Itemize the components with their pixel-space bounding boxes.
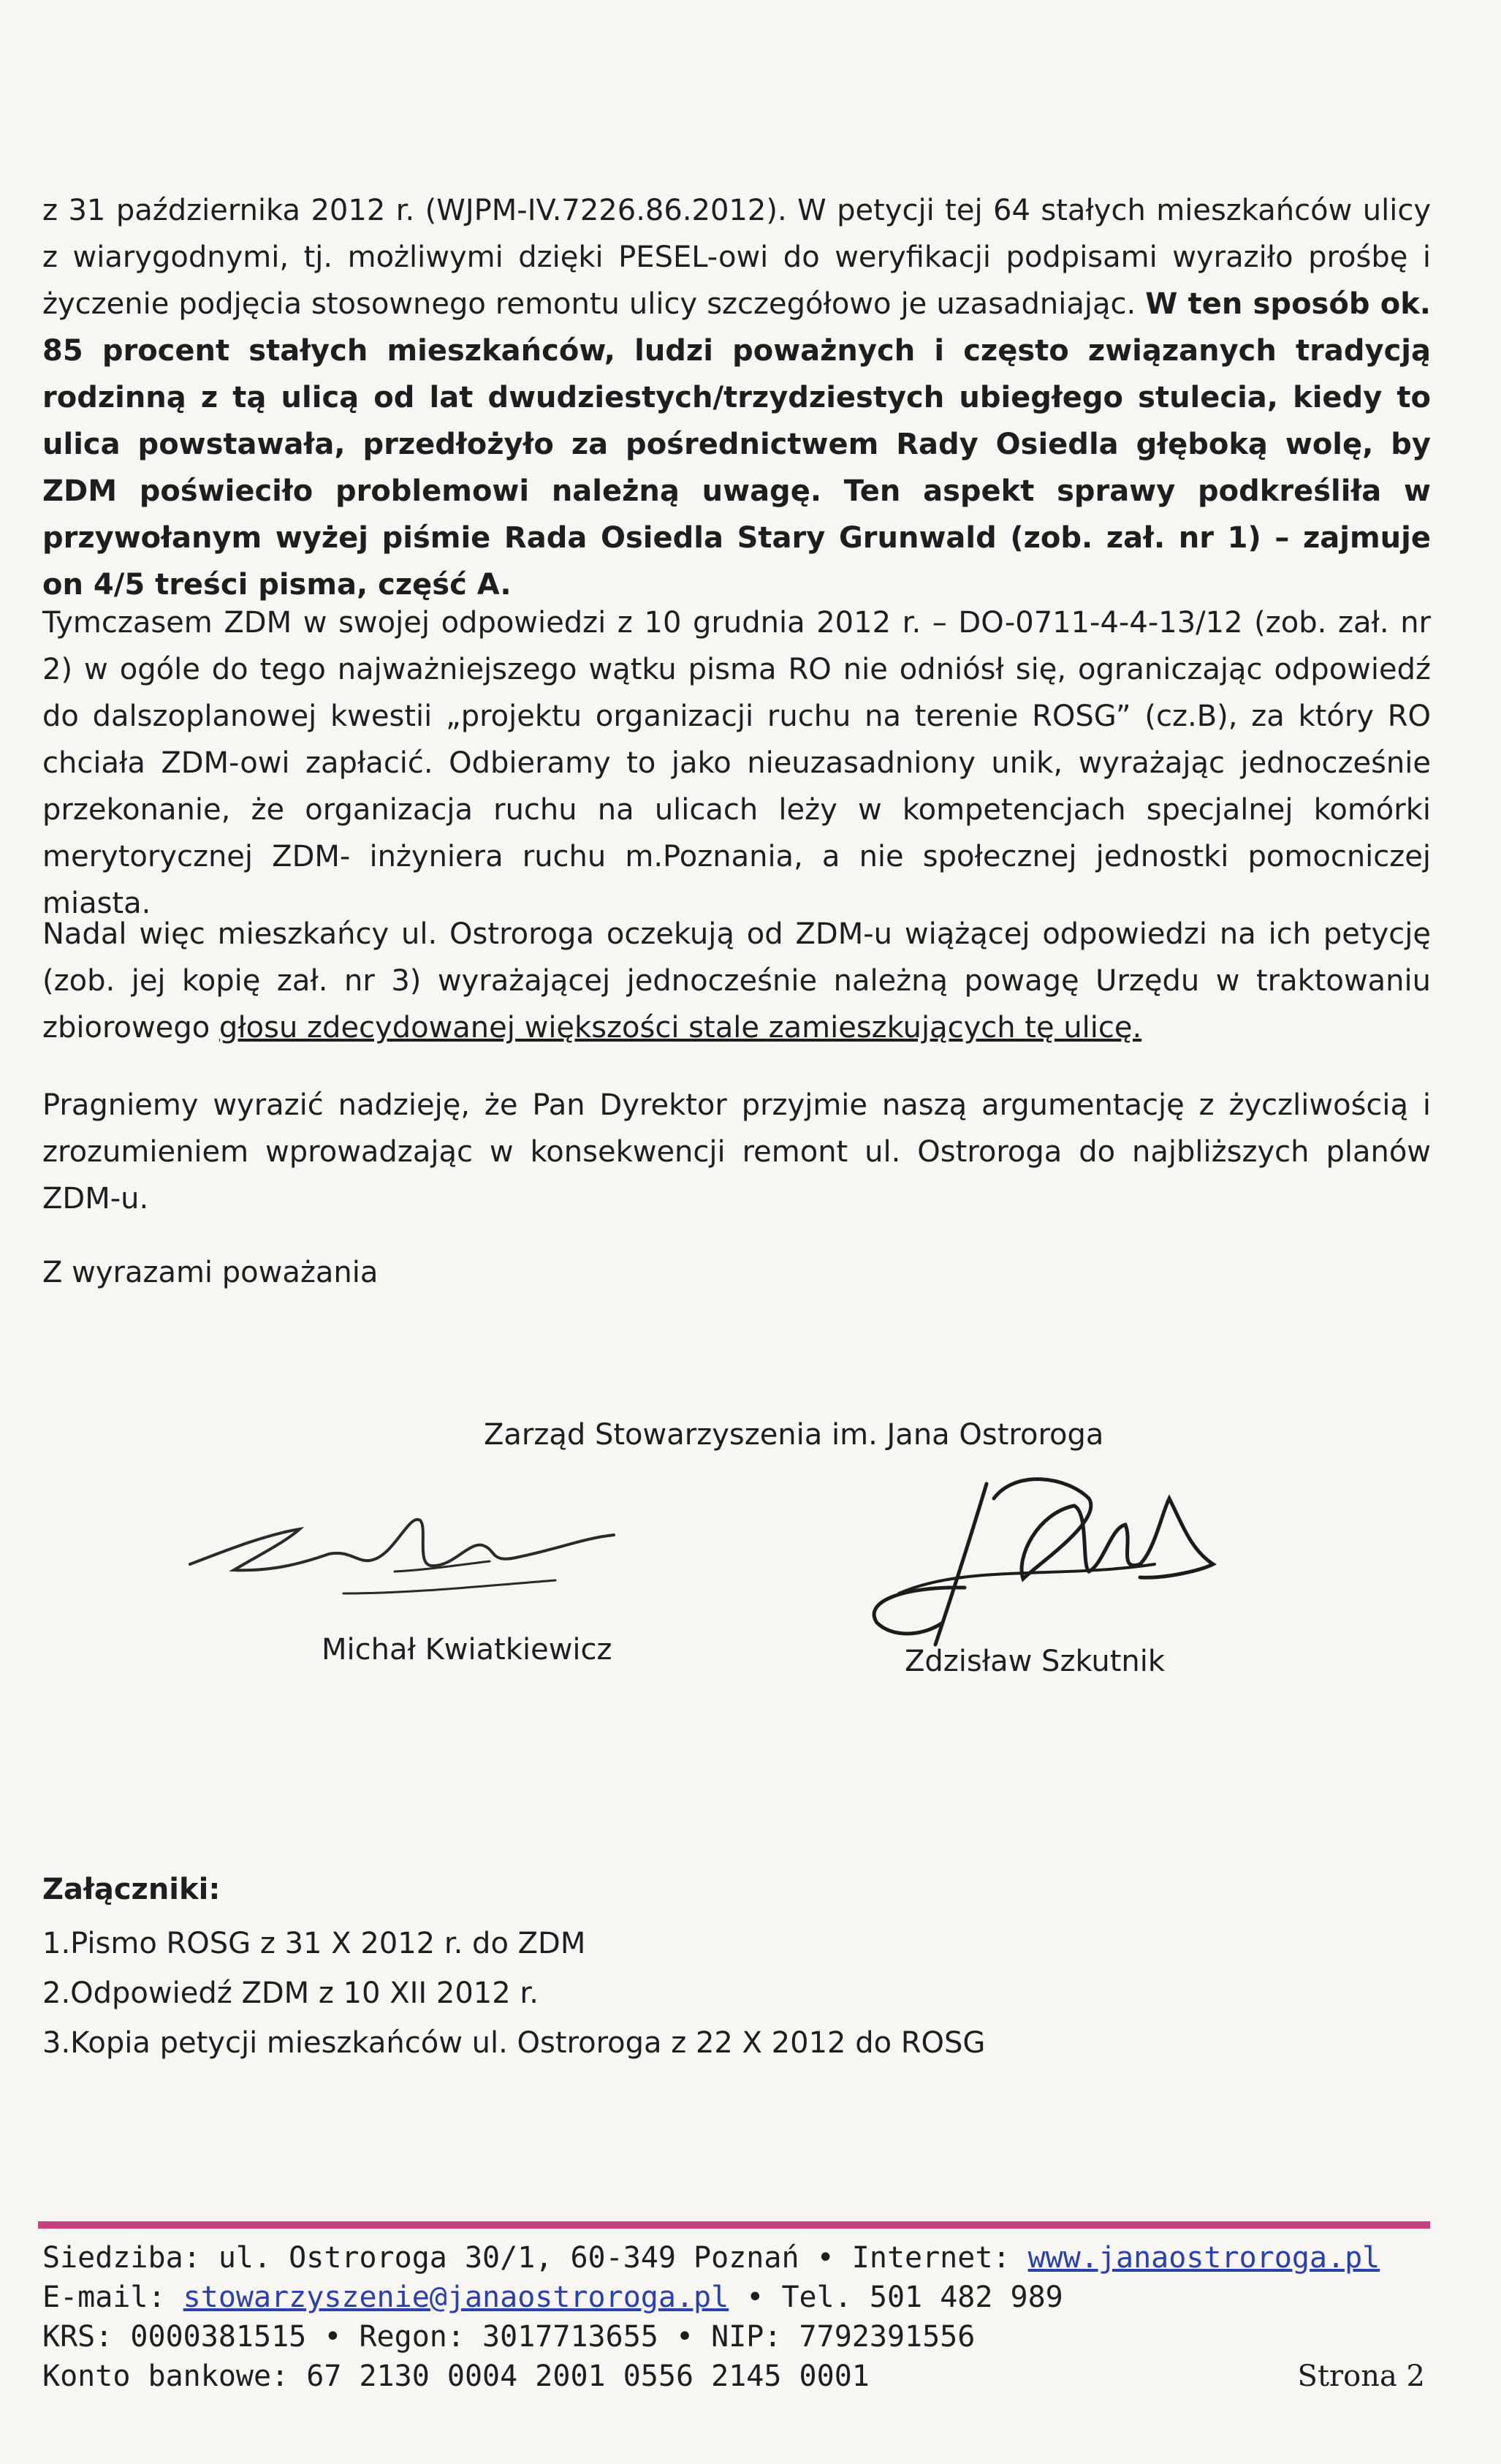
paragraph-petition-text: z 31 października 2012 r. (WJPM-IV.7226.86.2012). W petycji tej 64 stałych mieszkańców ulicy z wiarygodnymi, tj. możliwymi dzięki PESEL-owi do weryfikacji podpisami wyraziło prośbę i życzenie podjęcia stosownego remontu ulicy szczegółowo je uzasadniając. [42, 194, 1431, 321]
footer-registry: KRS: 0000381515 • Regon: 3017713655 • NIP: 7792391556 [42, 2320, 976, 2354]
footer-phone: • Tel. 501 482 989 [729, 2281, 1063, 2314]
email-link[interactable]: stowarzyszenie@janaostroroga.pl [183, 2281, 729, 2314]
signer-name-kwiatkiewicz: Michał Kwiatkiewicz [322, 1633, 612, 1667]
footer-address-line [42, 2238, 1380, 2278]
page-number: Strona 2 [1297, 2359, 1425, 2393]
signer-name-szkutnik: Zdzisław Szkutnik [905, 1645, 1166, 1678]
signature-kwiatkiewicz [175, 1484, 643, 1630]
footer [42, 2238, 1380, 2396]
paragraph-residents-underlined: głosu zdecydowanej większości stale zamieszkujących tę ulicę. [218, 1011, 1142, 1045]
paragraph-zdm-response: Tymczasem ZDM w swojej odpowiedzi z 10 grudnia 2012 r. – DO-0711-4-4-13/12 (zob. zał. nr 2) w ogóle do tego najważniejszego wątku pisma RO nie odniósł się, ograniczając odpowiedź do dalszoplanowej kwestii „projektu organizacji ruchu na terenie ROSG” (cz.B), za który RO chciała ZDM-owi zapłacić. Odbieramy to jako nieuzasadniony unik, wyrażając jednocześnie przekonanie, że organizacja ruchu na ulicach leży w kompetencjach specjalnej komórki merytorycznej ZDM- inżyniera ruchu m.Poznania, a nie społecznej jednostki pomocniczej miasta. [42, 606, 1431, 920]
paragraph-petition [42, 187, 1431, 608]
signature-szkutnik [848, 1455, 1228, 1674]
attachment-item: 2.Odpowiedź ZDM z 10 XII 2012 r. [42, 1976, 539, 2010]
footer-contact-line [42, 2278, 1380, 2317]
paragraph-residents-text: Nadal więc mieszkańcy ul. Ostroroga oczekują od ZDM-u wiążącej odpowiedzi na ich petycję (zob. jej kopię zał. nr 3) wyrażającej jednocześnie należną powagę Urzędu w traktowaniu zbiorowego [42, 917, 1431, 1045]
email-label: E-mail: [42, 2281, 183, 2314]
paragraph-residents-expectation [42, 911, 1431, 1051]
footer-bank-account: Konto bankowe: 67 2130 0004 2001 0556 2145 0001 [42, 2359, 870, 2393]
footer-address: Siedziba: ul. Ostroroga 30/1, 60-349 Poznań • Internet: [42, 2241, 1028, 2275]
paragraph-hope: Pragniemy wyrazić nadzieję, że Pan Dyrektor przyjmie naszą argumentację z życzliwością i zrozumieniem wprowadzając w konsekwencji remont ul. Ostroroga do najbliższych planów ZDM-u. [42, 1088, 1431, 1216]
attachments-list [42, 1919, 985, 2068]
footer-divider [38, 2221, 1430, 2229]
paragraph-petition-emphasis: W ten sposób ok. 85 procent stałych mieszkańców, ludzi poważnych i często związanych tradycją rodzinną z tą ulicą od lat dwudziestych/trzydziestych ubiegłego stulecia, kiedy to ulica powstawała, przedłożyło za pośrednictwem Rady Osiedla głęboką wolę, by ZDM poświeciło problemowi należną uwagę. Ten aspekt sprawy podkreśliła w przywołanym wyżej piśmie Rada Osiedla Stary Grunwald (zob. zał. nr 1) – zajmuje on 4/5 treści pisma, część A. [42, 287, 1431, 602]
attachment-item: 1.Pismo ROSG z 31 X 2012 r. do ZDM [42, 1927, 586, 1960]
attachment-item: 3.Kopia petycji mieszkańców ul. Ostroroga z 22 X 2012 do ROSG [42, 2026, 986, 2060]
board-name: Zarząd Stowarzyszenia im. Jana Ostroroga [484, 1418, 1104, 1452]
closing-salutation: Z wyrazami poważania [42, 1256, 379, 1289]
attachments-heading: Załączniki: [42, 1873, 221, 1906]
website-link[interactable]: www.janaostroroga.pl [1027, 2241, 1380, 2275]
